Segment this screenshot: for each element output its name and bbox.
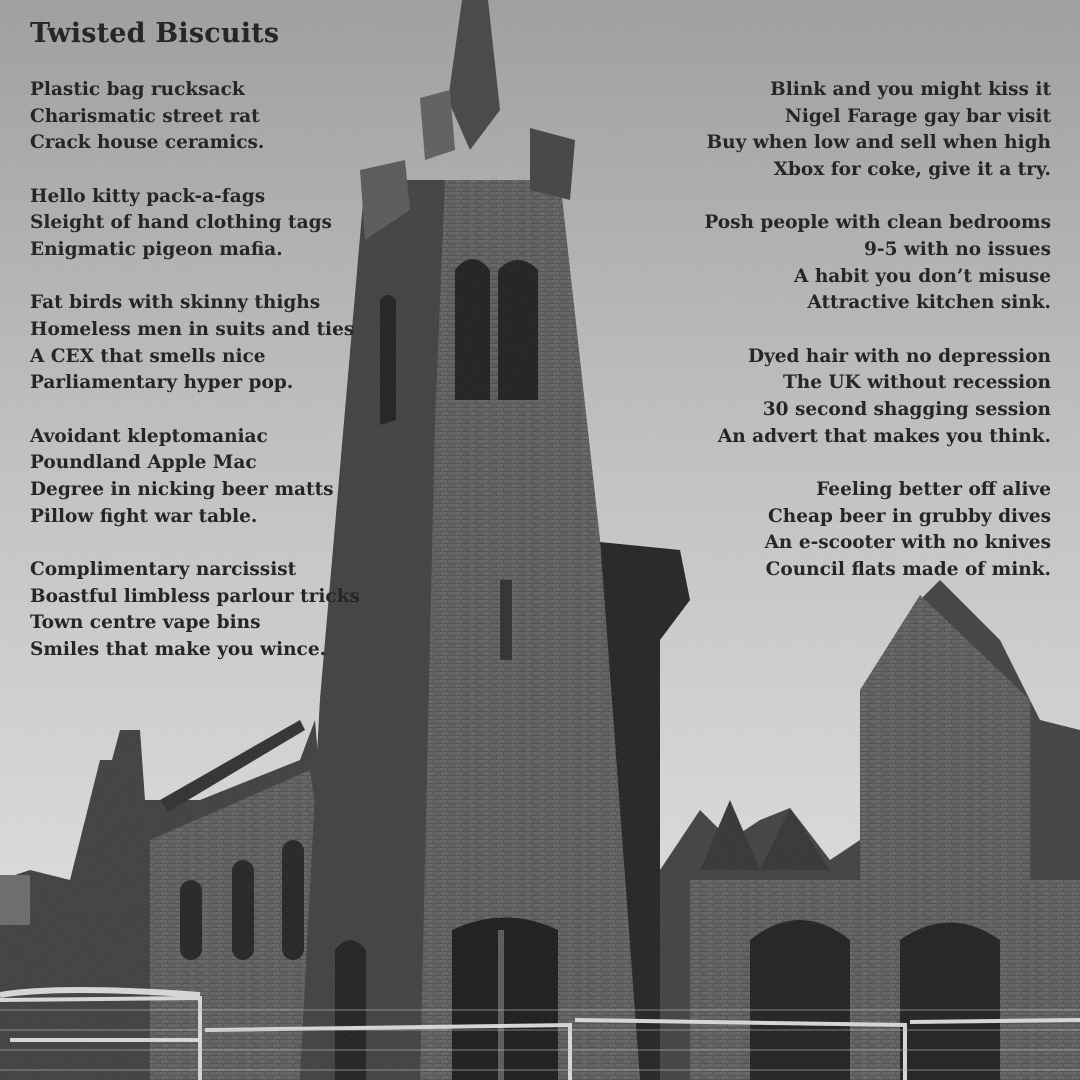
poem-line: Complimentary narcissist <box>30 558 297 580</box>
poem-line: Nigel Farage gay bar visit <box>784 105 1051 127</box>
poem-line: A CEX that smells nice <box>30 345 266 367</box>
poem-line: Enigmatic pigeon mafia. <box>30 239 283 261</box>
poem-line: An e-scooter with no knives <box>764 532 1051 554</box>
poem-stanza <box>704 77 1051 184</box>
poem-stanza <box>30 424 360 531</box>
poem-line: Cheap beer in grubby dives <box>768 505 1051 527</box>
poem-line: Council flats made of mink. <box>765 559 1051 581</box>
poem-line: 30 second shagging session <box>762 399 1051 421</box>
poem-line: Hello kitty pack-a-fags <box>30 185 266 207</box>
poem-stanza <box>30 290 360 397</box>
poem-stanza <box>30 77 360 157</box>
poem-stanza <box>704 344 1051 451</box>
poem-line: Blink and you might kiss it <box>770 79 1051 100</box>
poem-stanza <box>30 184 360 264</box>
poem-line: Posh people with clean bedrooms <box>704 212 1051 234</box>
poem-line: 9-5 with no issues <box>864 239 1051 261</box>
poem-stanza <box>704 477 1051 584</box>
poem-line: Crack house ceramics. <box>30 132 265 154</box>
poem-line: Attractive kitchen sink. <box>807 292 1051 314</box>
poem-line: Charismatic street rat <box>30 105 260 127</box>
poem-stanza <box>30 557 360 664</box>
poem-line: Boastful limbless parlour tricks <box>30 585 360 607</box>
poem-line: Dyed hair with no depression <box>747 345 1051 367</box>
poem-line: Town centre vape bins <box>30 612 261 634</box>
poem-left-column <box>30 77 360 690</box>
poem-right-column <box>704 77 1051 610</box>
poem-line: Pillow fight war table. <box>30 505 258 527</box>
poem-line: Smiles that make you wince. <box>30 638 327 660</box>
poem-line: Parliamentary hyper pop. <box>30 372 294 394</box>
poem-line: Poundland Apple Mac <box>30 452 257 474</box>
poem-title: Twisted Biscuits <box>30 18 280 49</box>
poem-line: An advert that makes you think. <box>717 425 1051 447</box>
poem-stanza <box>704 210 1051 317</box>
poem-line: The UK without recession <box>782 372 1051 394</box>
poem-line: Sleight of hand clothing tags <box>30 212 332 234</box>
poem-line: Homeless men in suits and ties <box>30 318 355 340</box>
poem-line: Fat birds with skinny thighs <box>30 292 321 314</box>
poem-line: Degree in nicking beer matts <box>30 478 334 500</box>
poem-line: Plastic bag rucksack <box>30 79 245 100</box>
poem-line: Buy when low and sell when high <box>706 132 1051 154</box>
poem-line: Avoidant kleptomaniac <box>30 425 268 447</box>
poem-line: Xbox for coke, give it a try. <box>773 159 1051 181</box>
poem-line: A habit you don’t misuse <box>794 265 1051 287</box>
poem-line: Feeling better off alive <box>816 478 1051 500</box>
